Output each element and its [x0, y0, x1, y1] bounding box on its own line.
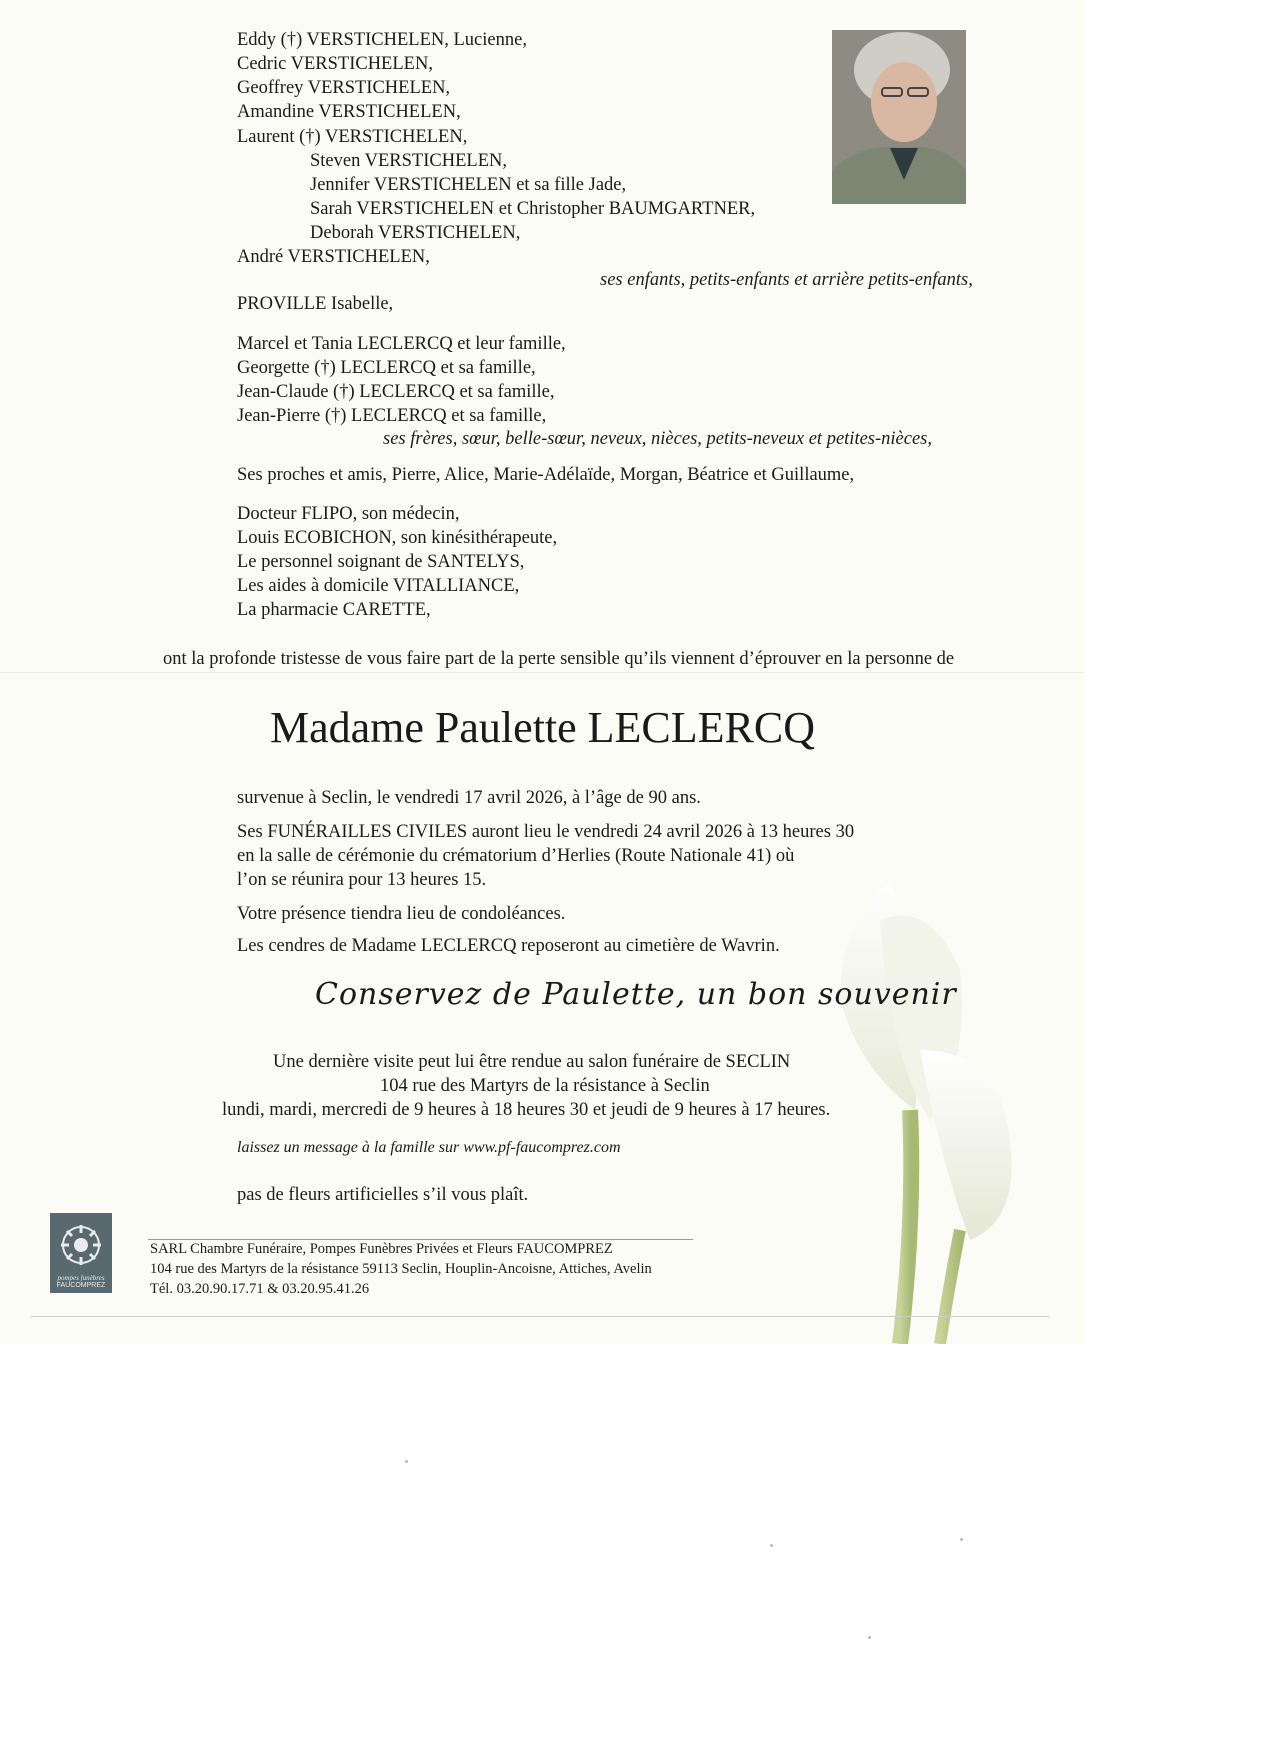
footer-phone: Tél. 03.20.90.17.71 & 03.20.95.41.26: [150, 1281, 370, 1297]
care-line: Le personnel soignant de SANTELYS,: [237, 552, 525, 572]
proville-line: PROVILLE Isabelle,: [237, 294, 394, 314]
visit-line: Une dernière visite peut lui être rendue au salon funéraire de SECLIN: [273, 1052, 791, 1072]
bottom-rule: [30, 1316, 1050, 1317]
logo-name: FAUCOMPREZ: [56, 1282, 106, 1289]
logo-caption: pompes funèbres: [57, 1274, 105, 1282]
calla-lily-illustration: [820, 860, 1040, 1344]
scan-speck: [960, 1538, 963, 1541]
condolences-line: Votre présence tiendra lieu de condoléances.: [237, 904, 566, 924]
family-line: Amandine VERSTICHELEN,: [237, 102, 461, 122]
scan-speck: [770, 1544, 773, 1547]
family-line: Laurent (†) VERSTICHELEN,: [237, 127, 468, 147]
announcement-line: ont la profonde tristesse de vous faire part de la perte sensible qu’ils viennent d’éprouver en la personne de: [163, 649, 955, 669]
sibling-line: Marcel et Tania LECLERCQ et leur famille,: [237, 334, 566, 354]
care-line: Louis ECOBICHON, son kinésithérapeute,: [237, 528, 558, 548]
deceased-name: Madame Paulette LECLERCQ: [270, 703, 815, 752]
faucomprez-logo: [50, 1213, 112, 1293]
visit-line: lundi, mardi, mercredi de 9 heures à 18 heures 30 et jeudi de 9 heures à 17 heures.: [222, 1100, 831, 1120]
sibling-line: Jean-Pierre (†) LECLERCQ et sa famille,: [237, 406, 547, 426]
family-line: Deborah VERSTICHELEN,: [310, 223, 521, 243]
siblings-caption: ses frères, sœur, belle-sœur, neveux, nièces, petits-neveux et petites-nièces,: [383, 429, 933, 449]
death-line: survenue à Seclin, le vendredi 17 avril 2026, à l’âge de 90 ans.: [237, 788, 701, 808]
remembrance-message: Conservez de Paulette, un bon souvenir: [315, 977, 957, 1012]
scan-speck: [405, 1460, 408, 1463]
family-line: Geoffrey VERSTICHELEN,: [237, 78, 451, 98]
footer-address: 104 rue des Martyrs de la résistance 59113 Seclin, Houplin-Ancoisne, Attiches, Avelin: [150, 1261, 652, 1277]
care-line: Docteur FLIPO, son médecin,: [237, 504, 460, 524]
scan-speck: [868, 1636, 871, 1639]
message-note: laissez un message à la famille sur www.pf-faucomprez.com: [237, 1139, 621, 1156]
ashes-line: Les cendres de Madame LECLERCQ reposeront au cimetière de Wavrin.: [237, 936, 780, 956]
funeral-line: en la salle de cérémonie du crématorium d’Herlies (Route Nationale 41) où: [237, 846, 795, 866]
portrait-photo: [832, 30, 966, 204]
family-line: Jennifer VERSTICHELEN et sa fille Jade,: [310, 175, 627, 195]
family-line: Steven VERSTICHELEN,: [310, 151, 507, 171]
funeral-line: l’on se réunira pour 13 heures 15.: [237, 870, 487, 890]
sibling-line: Georgette (†) LECLERCQ et sa famille,: [237, 358, 536, 378]
sibling-line: Jean-Claude (†) LECLERCQ et sa famille,: [237, 382, 555, 402]
care-line: Les aides à domicile VITALLIANCE,: [237, 576, 520, 596]
children-caption: ses enfants, petits-enfants et arrière petits-enfants,: [600, 270, 973, 290]
friends-line: Ses proches et amis, Pierre, Alice, Marie-Adélaïde, Morgan, Béatrice et Guillaume,: [237, 465, 855, 485]
funeral-line: Ses FUNÉRAILLES CIVILES auront lieu le vendredi 24 avril 2026 à 13 heures 30: [237, 822, 855, 842]
family-line: Sarah VERSTICHELEN et Christopher BAUMGARTNER,: [310, 199, 756, 219]
family-line: Eddy (†) VERSTICHELEN, Lucienne,: [237, 30, 527, 50]
visit-line: 104 rue des Martyrs de la résistance à Seclin: [380, 1076, 710, 1096]
footer-company: SARL Chambre Funéraire, Pompes Funèbres Privées et Fleurs FAUCOMPREZ: [150, 1241, 613, 1257]
family-line: André VERSTICHELEN,: [237, 247, 430, 267]
no-flowers-note: pas de fleurs artificielles s’il vous plaît.: [237, 1185, 529, 1205]
family-line: Cedric VERSTICHELEN,: [237, 54, 433, 74]
fold-line: [0, 672, 1084, 673]
care-line: La pharmacie CARETTE,: [237, 600, 431, 620]
